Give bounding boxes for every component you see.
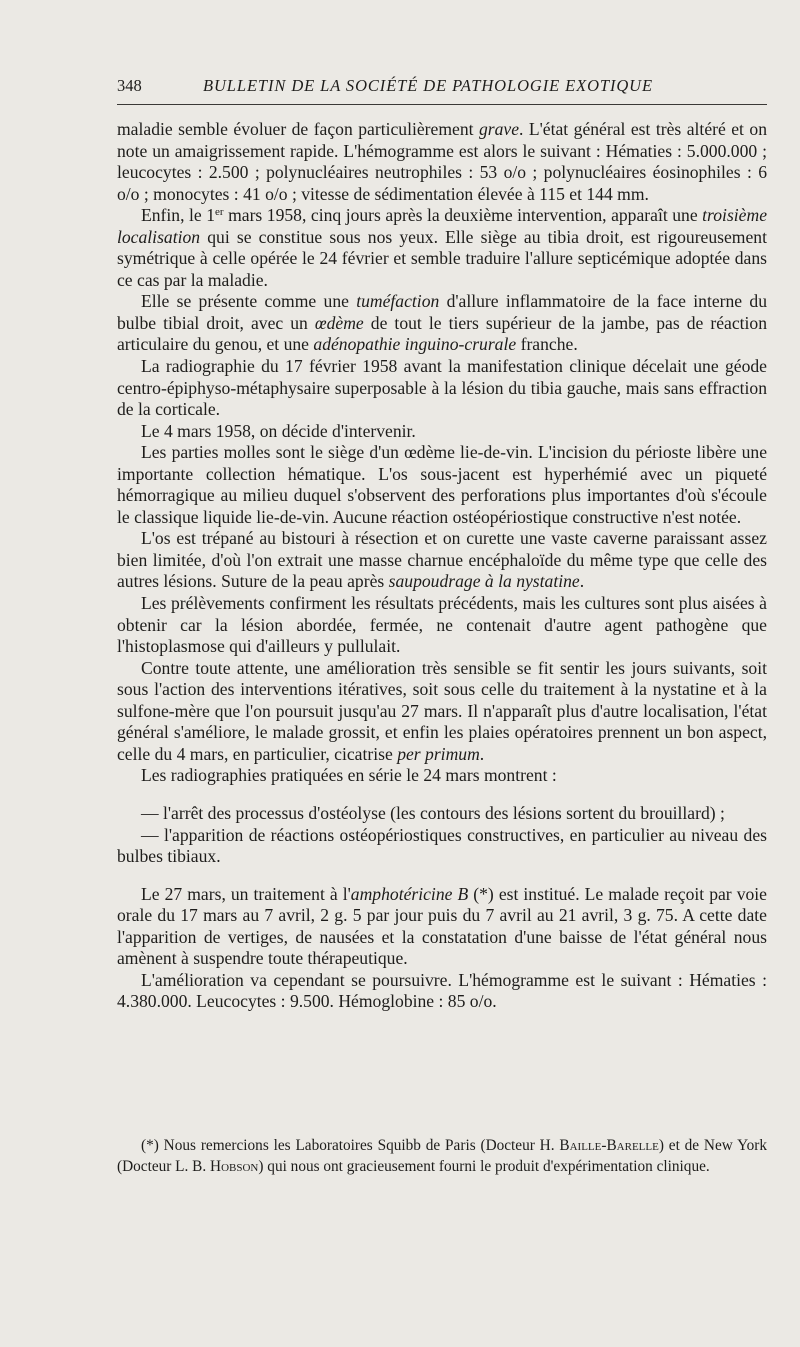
paragraph-8: Les prélèvements confirment les résultats précédents, mais les cultures sont plus aisées à obtenir car la lésion abordée, fermée, ne contenait d'autre agent pathogène que l'histoplasmose qui d'ailleurs y pullulait. (117, 593, 767, 657)
paragraph-1: maladie semble évoluer de façon particulièrement grave. L'état général est très altéré et on note un amaigrissement rapide. L'hémogramme est alors le suivant : Hématies : 5.000.000 ; leucocytes : 2.500 ; polynucléaires neutrophiles : 53 o/o ; polynucléaires éosinophiles : 6 o/o ; monocytes : 41 o/o ; vitesse de sédimentation élevée à 115 et 144 mm. (117, 119, 767, 204)
running-title: BULLETIN DE LA SOCIÉTÉ DE PATHOLOGIE EXOTIQUE (203, 76, 653, 95)
paragraph-6: Les parties molles sont le siège d'un œdème lie-de-vin. L'incision du périoste libère une importante collection hématique. L'os sous-jacent est hyperhémié avec un piqueté hémorragique au milieu duquel s'observent des perforations plus importantes d'où s'écoule le classique liquide lie-de-vin. Aucune réaction ostéopériostique constructive n'est notée. (117, 442, 767, 527)
paragraph-12: L'amélioration va cependant se poursuivre. L'hémogramme est le suivant : Hématies : 4.380.000. Leucocytes : 9.500. Hémoglobine : 85 o/o. (117, 969, 767, 1012)
page-number: 348 (117, 76, 142, 95)
paragraph-10: Les radiographies pratiquées en série le 24 mars montrent : (141, 765, 557, 786)
paragraph-9: Contre toute attente, une amélioration très sensible se fit sentir les jours suivants, soit sous l'action des interventions itératives, soit sous celle du traitement à la nystatine et à la sulfone-mère que l'on poursuit jusqu'au 27 mars. Il n'apparaît plus d'autre localisation, l'état général s'améliore, le malade grossit, et enfin les plaies opératoires prennent un bon aspect, celle du 4 mars, en particulier, cicatrise per primum. (117, 657, 767, 764)
body-text (117, 119, 767, 1013)
paragraph-11: Le 27 mars, un traitement à l'amphotéricine B (*) est institué. Le malade reçoit par voie orale du 17 mars au 7 avril, 2 g. 5 par jour puis du 7 avril au 21 avril, 3 g. 75. A cette date l'apparition de vertiges, de nausées et la constatation d'une baisse de l'état général nous amènent à suspendre toute thérapeutique. (117, 883, 767, 969)
paragraph-3: Elle se présente comme une tuméfaction d'allure inflammatoire de la face interne du bulbe tibial droit, avec un œdème de tout le tiers supérieur de la jambe, pas de réaction articulaire du genou, et une adénopathie inguino-crurale franche. (117, 291, 767, 355)
dash-item-1: — l'arrêt des processus d'ostéolyse (les contours des lésions sortent du brouillard) ; (141, 802, 725, 823)
paragraph-7: L'os est trépané au bistouri à résection et on curette une vaste caverne paraissant assez bien limitée, d'où l'on extrait une masse charnue encéphaloïde du même type que celle des autres lésions. Suture de la peau après saupoudrage à la nystatine. (117, 528, 767, 592)
paragraph-4: La radiographie du 17 février 1958 avant la manifestation clinique décelait une géode centro-épiphyso-métaphysaire superposable à la lésion du tibia gauche, mais sans effraction de la corticale. (117, 356, 767, 420)
header-rule (117, 104, 767, 105)
footnote-text: (*) Nous remercions les Laboratoires Squibb de Paris (Docteur H. Baille-Barelle) et de New York (Docteur L. B. Hobson) qui nous ont gracieusement fourni le produit d'expérimentation clinique. (117, 1137, 767, 1175)
paragraph-5: Le 4 mars 1958, on décide d'intervenir. (141, 420, 416, 441)
footnote (117, 1135, 767, 1177)
paragraph-2: Enfin, le 1er mars 1958, cinq jours après la deuxième intervention, apparaît une troisième localisation qui se constitue sous nos yeux. Elle siège au tibia droit, est rigoureusement symétrique à celle opérée le 24 février et semble traduire l'allure septicémique adoptée dans ce cas par la maladie. (117, 205, 767, 290)
dash-item-2: — l'apparition de réactions ostéopériostiques constructives, en particulier au niveau des bulbes tibiaux. (117, 824, 767, 867)
